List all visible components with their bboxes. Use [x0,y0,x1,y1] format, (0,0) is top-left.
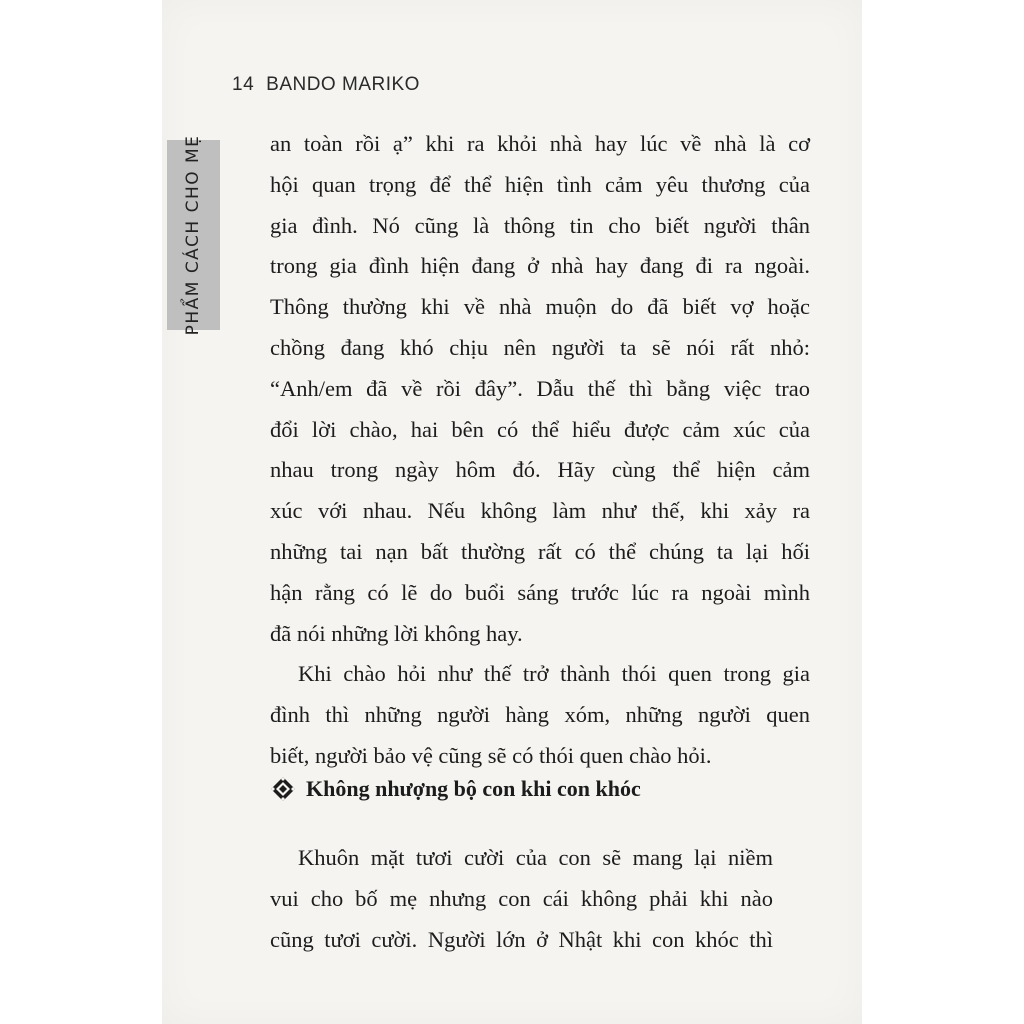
text-line: Thông thường khi về nhà muộn do đã biết vợ hoặc [270,294,810,320]
paragraph-3 [270,838,773,960]
paragraph-2 [270,654,810,776]
text-line: biết, người bảo vệ cũng sẽ có thói quen chào hỏi. [270,742,712,768]
text-line: đã nói những lời không hay. [270,620,523,646]
author-name: BANDO MARIKO [266,74,420,95]
text-line: trong gia đình hiện đang ở nhà hay đang đi ra ngoài. [270,253,810,279]
text-line: những tai nạn bất thường rất có thể chúng ta lại hối [270,538,810,564]
text-line: đổi lời chào, hai bên có thể hiểu được cảm xúc của [270,416,810,442]
text-line: xúc với nhau. Nếu không làm như thế, khi xảy ra [270,498,810,524]
text-line: Khuôn mặt tươi cười của con sẽ mang lại niềm [298,845,773,870]
paragraph-1 [270,124,810,654]
text-line: hận rằng có lẽ do buổi sáng trước lúc ra ngoài mình [270,579,810,605]
text-line: đình thì những người hàng xóm, những người quen [270,702,810,728]
body-text-bottom [270,838,773,960]
text-line: gia đình. Nó cũng là thông tin cho biết người thân [270,212,810,238]
section-heading [270,776,641,802]
section-heading-text: Không nhượng bộ con khi con khóc [306,776,641,801]
text-line: chồng đang khó chịu nên người ta sẽ nói rất nhỏ: [270,334,810,360]
page-number: 14 [232,74,255,95]
side-tab-label: PHẨM CÁCH CHO MẸ [183,134,203,336]
running-header [232,74,420,96]
text-line: vui cho bố mẹ nhưng con cái không phải khi nào [270,885,773,911]
text-line: hội quan trọng để thể hiện tình cảm yêu thương của [270,171,810,197]
text-line: nhau trong ngày hôm đó. Hãy cùng thể hiện cảm [270,457,810,483]
text-line: cũng tươi cười. Người lớn ở Nhật khi con khóc thì [270,926,773,952]
text-line: an toàn rồi ạ” khi ra khỏi nhà hay lúc về nhà là cơ [270,131,810,156]
body-text-top [270,124,810,777]
diamond-ornament-icon [270,776,296,802]
text-line: Khi chào hỏi như thế trở thành thói quen trong gia [298,661,810,687]
text-line: “Anh/em đã về rồi đây”. Dẫu thế thì bằng việc trao [270,375,810,401]
